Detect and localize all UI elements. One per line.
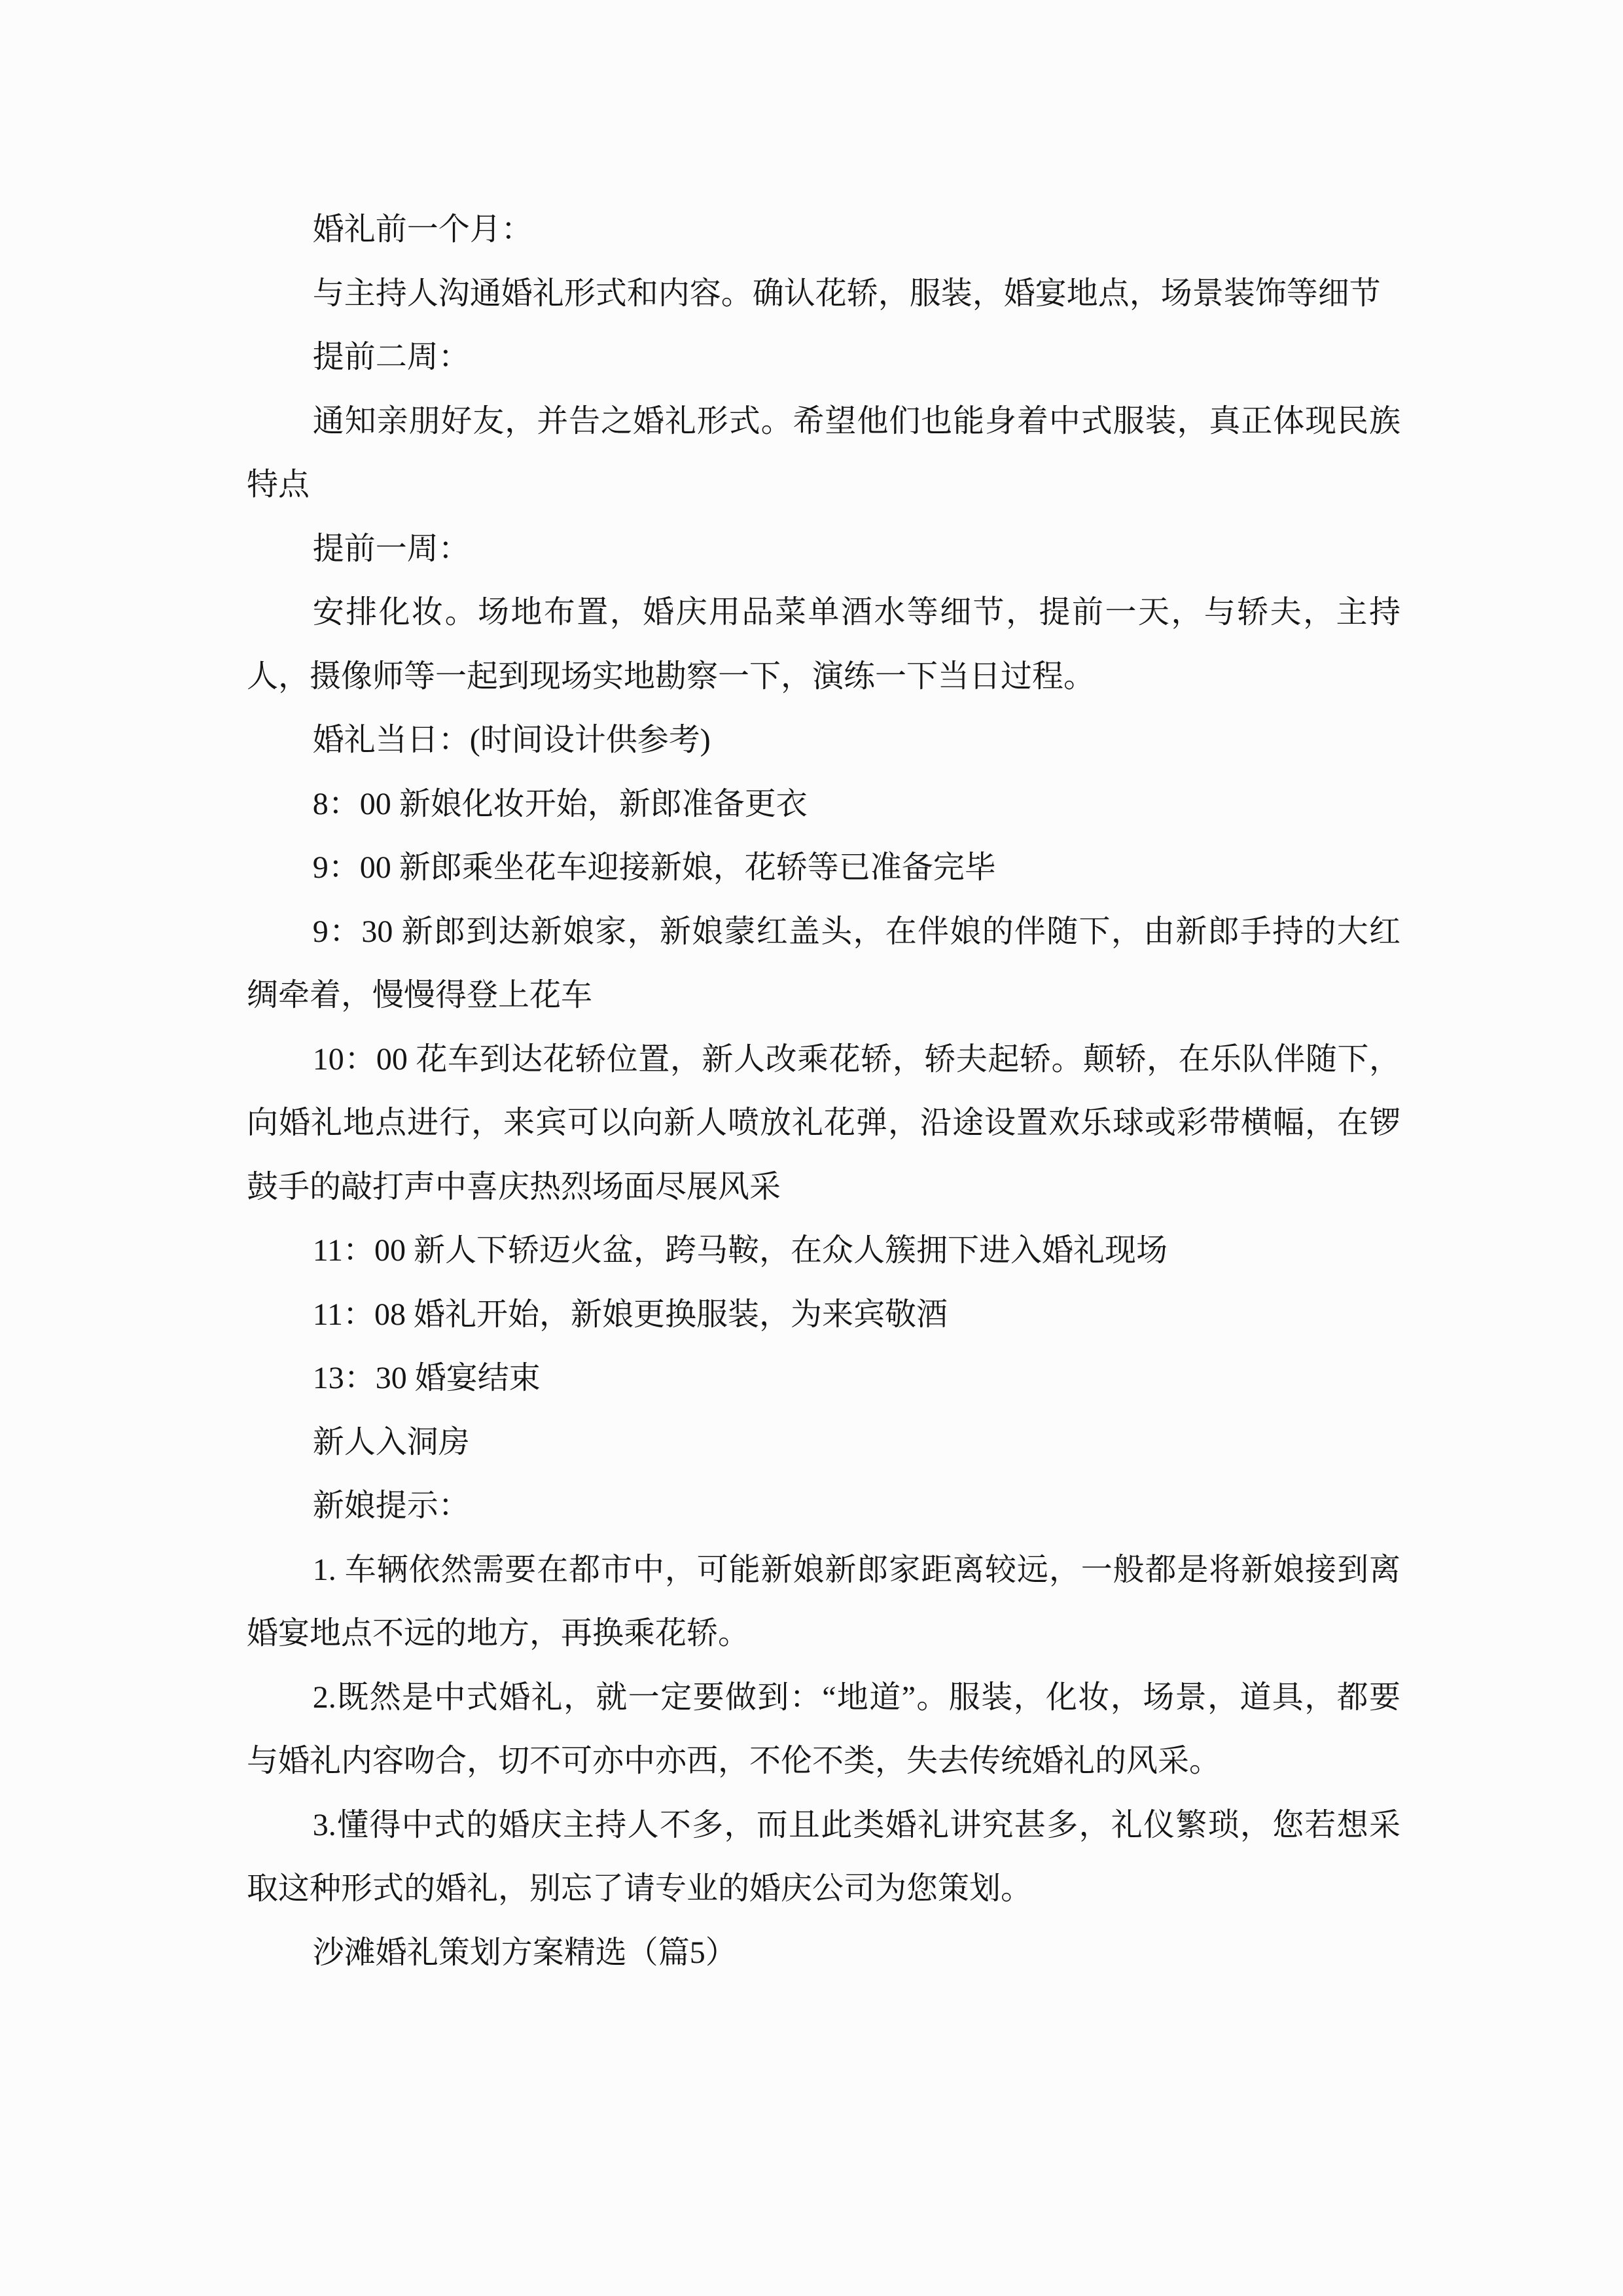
paragraph-list xyxy=(247,198,1400,1984)
paragraph: 提前二周： xyxy=(312,340,470,374)
paragraph: 通知亲朋好友，并告之婚礼形式。希望他们也能身着中式服装，真正体现民族特点 xyxy=(247,403,1400,502)
paragraph: 婚礼当日：(时间设计供参考) xyxy=(312,723,711,757)
paragraph: 沙滩婚礼策划方案精选（篇5） xyxy=(312,1935,737,1970)
paragraph: 11：00 新人下轿迈火盆，跨马鞍，在众人簇拥下进入婚礼现场 xyxy=(312,1233,1168,1268)
paragraph: 1. 车辆依然需要在都市中，可能新娘新郎家距离较远，一般都是将新娘接到离婚宴地点不远的地方，再换乘花轿。 xyxy=(247,1552,1400,1651)
paragraph: 11：08 婚礼开始，新娘更换服装，为来宾敬酒 xyxy=(312,1297,948,1332)
paragraph: 新人入洞房 xyxy=(312,1424,470,1460)
paragraph: 10：00 花车到达花轿位置，新人改乘花轿，轿夫起轿。颠轿，在乐队伴随下，向婚礼地点进行，来宾可以向新人喷放礼花弹，沿途设置欢乐球或彩带横幅，在锣鼓手的敲打声中喜庆热烈场面尽展风采 xyxy=(247,1041,1400,1204)
paragraph: 与主持人沟通婚礼形式和内容。确认花轿，服装，婚宴地点，场景装饰等细节 xyxy=(312,276,1381,311)
paragraph: 8：00 新娘化妆开始，新郎准备更衣 xyxy=(312,786,808,821)
paragraph: 2.既然是中式婚礼，就一定要做到：“地道”。服装，化妆，场景，道具，都要与婚礼内容吻合，切不可亦中亦西，不伦不类，失去传统婚礼的风采。 xyxy=(247,1679,1400,1778)
paragraph: 9：00 新郎乘坐花车迎接新娘，花轿等已准备完毕 xyxy=(312,850,996,885)
paragraph: 9：30 新郎到达新娘家，新娘蒙红盖头，在伴娘的伴随下，由新郎手持的大红绸牵着，慢慢得登上花车 xyxy=(247,914,1400,1013)
paragraph: 安排化妆。场地布置，婚庆用品菜单酒水等细节，提前一天，与轿夫，主持人，摄像师等一起到现场实地勘察一下，演练一下当日过程。 xyxy=(247,595,1400,694)
paragraph: 提前一周： xyxy=(312,531,470,566)
paragraph: 13：30 婚宴结束 xyxy=(312,1361,541,1395)
paragraph: 3.懂得中式的婚庆主持人不多，而且此类婚礼讲究甚多，礼仪繁琐，您若想采取这种形式的婚礼，别忘了请专业的婚庆公司为您策划。 xyxy=(247,1807,1400,1906)
paragraph: 新娘提示： xyxy=(312,1488,470,1523)
paragraph: 婚礼前一个月： xyxy=(312,212,533,247)
